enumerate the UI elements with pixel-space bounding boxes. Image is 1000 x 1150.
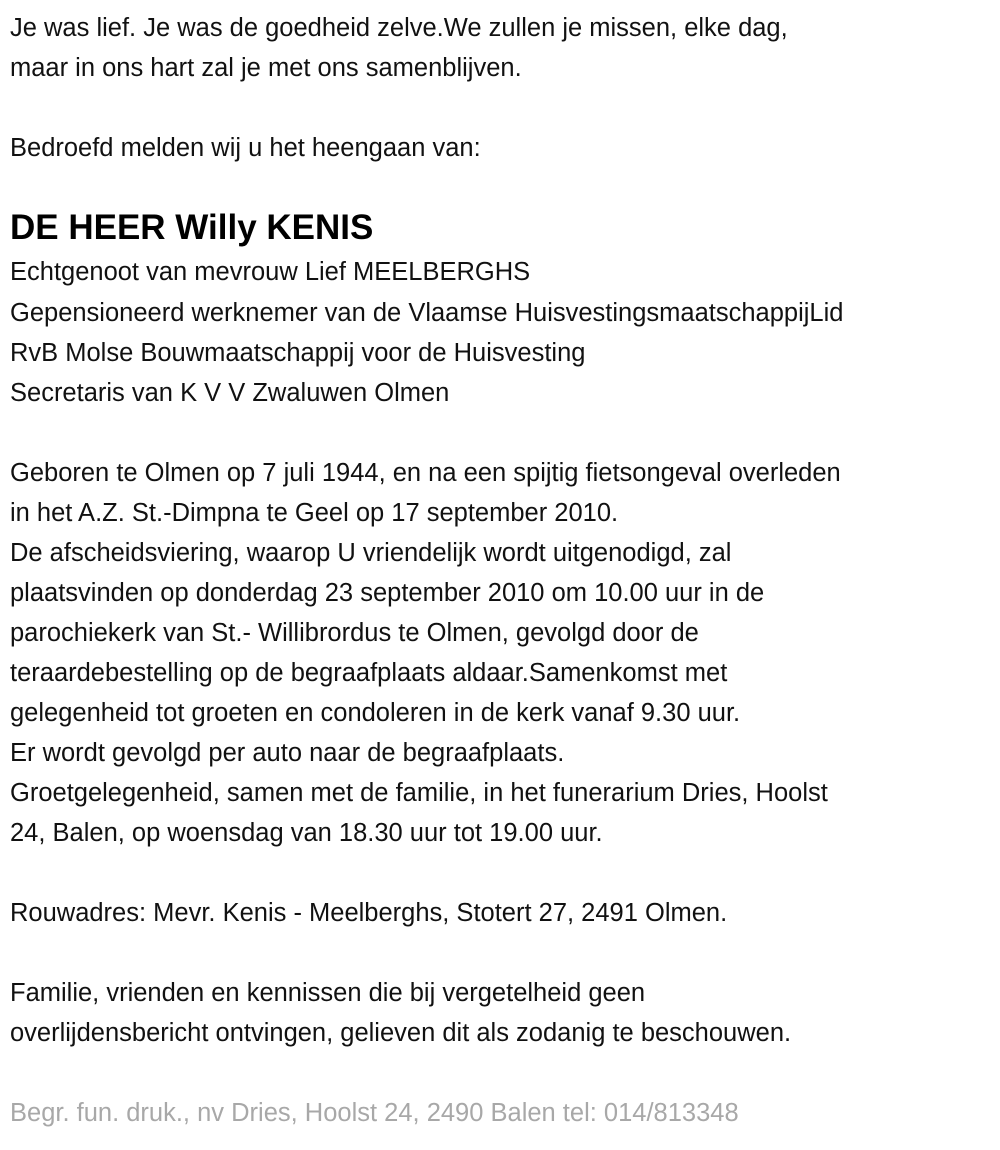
- printer-footer: Begr. fun. druk., nv Dries, Hoolst 24, 2490 Balen tel: 014/813348: [10, 1099, 739, 1127]
- details-line: plaatsvinden op donderdag 23 september 2010 om 10.00 uur in de: [10, 579, 765, 607]
- details-line: teraardebestelling op de begraafplaats aldaar.Samenkomst met: [10, 659, 728, 687]
- role-line: Echtgenoot van mevrouw Lief MEELBERGHS: [10, 258, 531, 286]
- role-line: Gepensioneerd werknemer van de Vlaamse HuisvestingsmaatschappijLid: [10, 299, 844, 327]
- role-line: Secretaris van K V V Zwaluwen Olmen: [10, 379, 450, 407]
- details-line: Er wordt gevolgd per auto naar de begraafplaats.: [10, 739, 565, 767]
- details-line: De afscheidsviering, waarop U vriendelijk wordt uitgenodigd, zal: [10, 539, 732, 567]
- role-line: RvB Molse Bouwmaatschappij voor de Huisvesting: [10, 339, 586, 367]
- notice-line: Familie, vrienden en kennissen die bij vergetelheid geen: [10, 979, 646, 1007]
- mourning-address: Rouwadres: Mevr. Kenis - Meelberghs, Stotert 27, 2491 Olmen.: [10, 899, 728, 927]
- notice-line: overlijdensbericht ontvingen, gelieven dit als zodanig te beschouwen.: [10, 1019, 792, 1047]
- intro-line: maar in ons hart zal je met ons samenblijven.: [10, 54, 522, 82]
- details-line: 24, Balen, op woensdag van 18.30 uur tot 19.00 uur.: [10, 819, 603, 847]
- details-line: Groetgelegenheid, samen met de familie, in het funerarium Dries, Hoolst: [10, 779, 828, 807]
- deceased-name: DE HEER Willy KENIS: [10, 208, 374, 247]
- details-line: Geboren te Olmen op 7 juli 1944, en na een spijtig fietsongeval overleden: [10, 459, 841, 487]
- intro-line: Je was lief. Je was de goedheid zelve.We zullen je missen, elke dag,: [10, 14, 788, 42]
- details-line: in het A.Z. St.-Dimpna te Geel op 17 september 2010.: [10, 499, 619, 527]
- details-line: gelegenheid tot groeten en condoleren in de kerk vanaf 9.30 uur.: [10, 699, 741, 727]
- announcement: Bedroefd melden wij u het heengaan van:: [10, 134, 481, 162]
- details-line: parochiekerk van St.- Willibrordus te Olmen, gevolgd door de: [10, 619, 699, 647]
